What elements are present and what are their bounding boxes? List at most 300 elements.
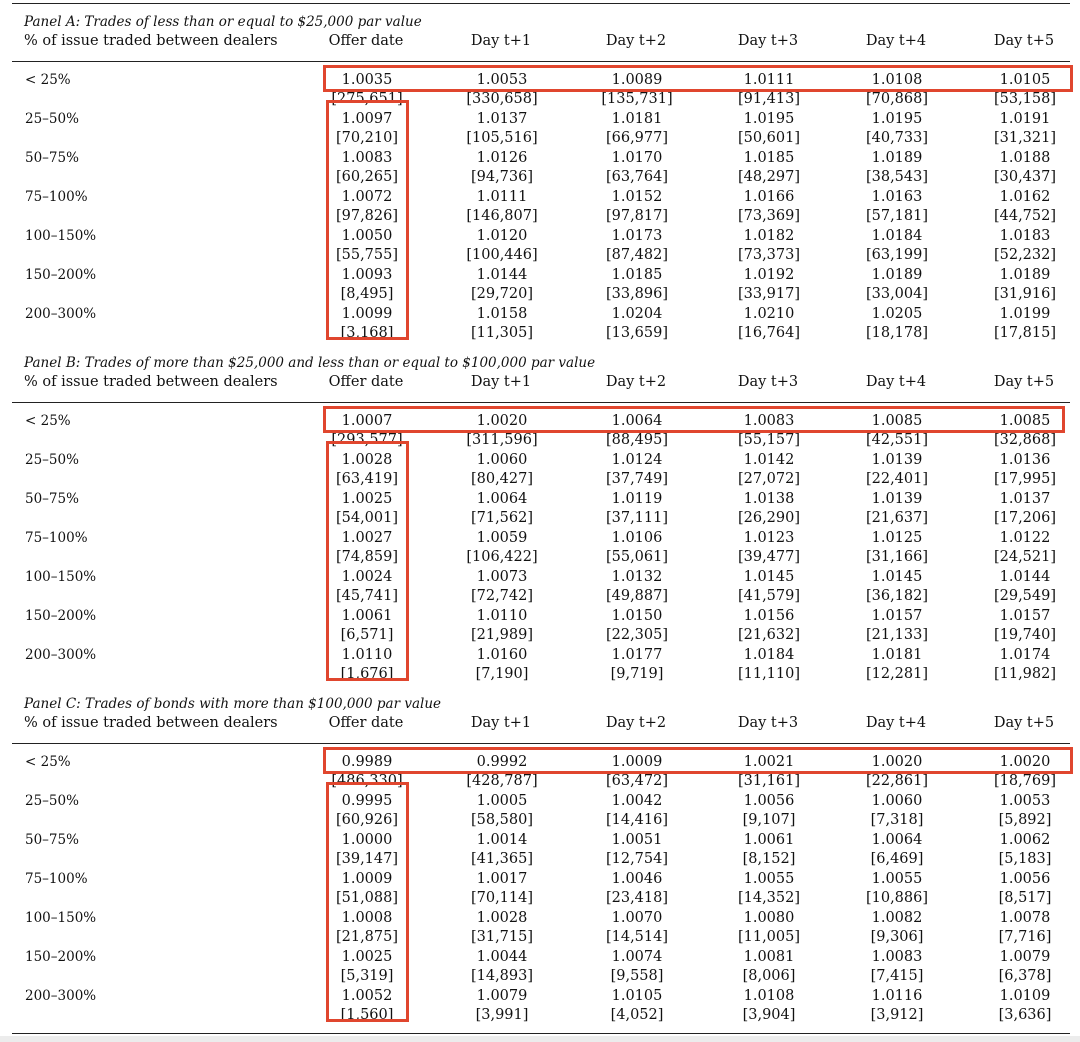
value-cell: 1.0162 xyxy=(999,189,1051,205)
column-header: Day t+1 xyxy=(470,33,532,49)
row-label: 75–100% xyxy=(25,871,88,887)
value-cell: 1.0020 xyxy=(871,754,923,770)
value-cell: 1.0082 xyxy=(871,910,923,926)
value-cell: 1.0126 xyxy=(476,150,528,166)
value-cell: 1.0078 xyxy=(999,910,1051,926)
value-cell: 1.0108 xyxy=(871,72,923,88)
count-cell: [29,720] xyxy=(470,286,534,303)
count-cell: [18,769] xyxy=(993,773,1057,790)
column-header-label: % of issue traded between dealers xyxy=(24,715,278,731)
count-cell: [11,305] xyxy=(470,325,534,342)
value-cell: 1.0204 xyxy=(611,306,663,322)
count-cell: [74,859] xyxy=(335,549,399,566)
value-cell: 1.0184 xyxy=(743,647,795,663)
column-header-label: % of issue traded between dealers xyxy=(24,33,278,49)
value-cell: 1.0170 xyxy=(611,150,663,166)
count-cell: [16,764] xyxy=(737,325,801,342)
value-cell: 1.0014 xyxy=(476,832,528,848)
count-cell: [39,477] xyxy=(737,549,801,566)
count-cell: [70,114] xyxy=(470,890,534,907)
count-cell: [3,904] xyxy=(742,1007,796,1024)
count-cell: [26,290] xyxy=(737,510,801,527)
count-cell: [8,495] xyxy=(340,286,394,303)
value-cell: 1.0181 xyxy=(611,111,663,127)
count-cell: [32,868] xyxy=(993,432,1057,449)
count-cell: [55,755] xyxy=(335,247,399,264)
value-cell: 1.0136 xyxy=(999,452,1051,468)
value-cell: 1.0042 xyxy=(611,793,663,809)
count-cell: [40,733] xyxy=(865,130,929,147)
count-cell: [14,352] xyxy=(737,890,801,907)
column-header: Day t+1 xyxy=(470,374,532,390)
value-cell: 1.0055 xyxy=(743,871,795,887)
value-cell: 1.0111 xyxy=(743,72,795,88)
value-cell: 1.0020 xyxy=(476,413,528,429)
value-cell: 1.0123 xyxy=(743,530,795,546)
value-cell: 1.0055 xyxy=(871,871,923,887)
row-label: 150–200% xyxy=(25,608,97,624)
count-cell: [21,133] xyxy=(865,627,929,644)
count-cell: [21,632] xyxy=(737,627,801,644)
value-cell: 1.0060 xyxy=(476,452,528,468)
count-cell: [106,422] xyxy=(466,549,538,566)
value-cell: 1.0028 xyxy=(341,452,393,468)
count-cell: [17,815] xyxy=(993,325,1057,342)
value-cell: 1.0110 xyxy=(476,608,528,624)
value-cell: 1.0021 xyxy=(743,754,795,770)
value-cell: 1.0144 xyxy=(999,569,1051,585)
value-cell: 1.0051 xyxy=(611,832,663,848)
row-label: < 25% xyxy=(25,72,71,88)
table-top-rule xyxy=(12,3,1070,4)
value-cell: 0.9989 xyxy=(341,754,393,770)
count-cell: [14,514] xyxy=(605,929,669,946)
highlight-offer-date-column-box xyxy=(326,100,409,340)
count-cell: [3,912] xyxy=(870,1007,924,1024)
value-cell: 1.0177 xyxy=(611,647,663,663)
count-cell: [14,416] xyxy=(605,812,669,829)
value-cell: 1.0061 xyxy=(341,608,393,624)
count-cell: [63,472] xyxy=(605,773,669,790)
value-cell: 1.0195 xyxy=(743,111,795,127)
value-cell: 1.0166 xyxy=(743,189,795,205)
row-label: 50–75% xyxy=(25,491,79,507)
column-header: Offer date xyxy=(328,33,404,49)
count-cell: [18,178] xyxy=(865,325,929,342)
count-cell: [66,977] xyxy=(605,130,669,147)
row-label: 200–300% xyxy=(25,306,97,322)
count-cell: [73,369] xyxy=(737,208,801,225)
value-cell: 1.0138 xyxy=(743,491,795,507)
count-cell: [30,437] xyxy=(993,169,1057,186)
count-cell: [91,413] xyxy=(737,91,801,108)
count-cell: [45,741] xyxy=(335,588,399,605)
panel-title: Panel A: Trades of less than or equal to $25,000 par value xyxy=(24,14,422,30)
count-cell: [70,210] xyxy=(335,130,399,147)
value-cell: 1.0083 xyxy=(743,413,795,429)
column-header: Day t+5 xyxy=(993,715,1055,731)
count-cell: [13,659] xyxy=(605,325,669,342)
count-cell: [44,752] xyxy=(993,208,1057,225)
count-cell: [73,373] xyxy=(737,247,801,264)
column-header: Day t+3 xyxy=(737,715,799,731)
panel-header-rule xyxy=(12,61,1070,62)
value-cell: 1.0188 xyxy=(999,150,1051,166)
value-cell: 1.0145 xyxy=(743,569,795,585)
value-cell: 1.0064 xyxy=(476,491,528,507)
column-header: Day t+4 xyxy=(865,33,927,49)
value-cell: 1.0064 xyxy=(871,832,923,848)
value-cell: 1.0079 xyxy=(999,949,1051,965)
value-cell: 1.0137 xyxy=(999,491,1051,507)
value-cell: 1.0025 xyxy=(341,491,393,507)
panel-header-rule xyxy=(12,402,1070,403)
count-cell: [97,826] xyxy=(335,208,399,225)
highlight-offer-date-column-box xyxy=(326,782,409,1022)
count-cell: [37,111] xyxy=(605,510,669,527)
value-cell: 1.0053 xyxy=(476,72,528,88)
value-cell: 1.0059 xyxy=(476,530,528,546)
column-header: Day t+2 xyxy=(605,33,667,49)
count-cell: [22,861] xyxy=(865,773,929,790)
count-cell: [42,551] xyxy=(865,432,929,449)
count-cell: [53,158] xyxy=(993,91,1057,108)
row-label: < 25% xyxy=(25,413,71,429)
count-cell: [4,052] xyxy=(610,1007,664,1024)
value-cell: 1.0060 xyxy=(871,793,923,809)
count-cell: [63,419] xyxy=(335,471,399,488)
count-cell: [24,521] xyxy=(993,549,1057,566)
count-cell: [6,571] xyxy=(340,627,394,644)
row-label: 25–50% xyxy=(25,111,79,127)
value-cell: 1.0028 xyxy=(476,910,528,926)
count-cell: [19,740] xyxy=(993,627,1057,644)
value-cell: 1.0062 xyxy=(999,832,1051,848)
value-cell: 1.0000 xyxy=(341,832,393,848)
count-cell: [1,676] xyxy=(340,666,394,683)
value-cell: 1.0183 xyxy=(999,228,1051,244)
value-cell: 1.0020 xyxy=(999,754,1051,770)
count-cell: [31,916] xyxy=(993,286,1057,303)
value-cell: 1.0150 xyxy=(611,608,663,624)
count-cell: [486,330] xyxy=(331,773,403,790)
count-cell: [51,088] xyxy=(335,890,399,907)
count-cell: [428,787] xyxy=(466,773,538,790)
row-label: 50–75% xyxy=(25,150,79,166)
count-cell: [17,995] xyxy=(993,471,1057,488)
column-header-label: % of issue traded between dealers xyxy=(24,374,278,390)
row-label: < 25% xyxy=(25,754,71,770)
value-cell: 1.0089 xyxy=(611,72,663,88)
value-cell: 1.0085 xyxy=(871,413,923,429)
value-cell: 1.0184 xyxy=(871,228,923,244)
count-cell: [11,110] xyxy=(737,666,801,683)
count-cell: [5,319] xyxy=(340,968,394,985)
count-cell: [49,887] xyxy=(605,588,669,605)
value-cell: 1.0044 xyxy=(476,949,528,965)
value-cell: 1.0173 xyxy=(611,228,663,244)
count-cell: [63,199] xyxy=(865,247,929,264)
value-cell: 1.0099 xyxy=(341,306,393,322)
count-cell: [8,517] xyxy=(998,890,1052,907)
count-cell: [55,061] xyxy=(605,549,669,566)
count-cell: [55,157] xyxy=(737,432,801,449)
count-cell: [3,636] xyxy=(998,1007,1052,1024)
value-cell: 1.0005 xyxy=(476,793,528,809)
count-cell: [60,265] xyxy=(335,169,399,186)
value-cell: 1.0105 xyxy=(999,72,1051,88)
count-cell: [80,427] xyxy=(470,471,534,488)
value-cell: 1.0035 xyxy=(341,72,393,88)
count-cell: [17,206] xyxy=(993,510,1057,527)
value-cell: 1.0056 xyxy=(999,871,1051,887)
value-cell: 1.0085 xyxy=(999,413,1051,429)
value-cell: 1.0119 xyxy=(611,491,663,507)
column-header: Offer date xyxy=(328,715,404,731)
value-cell: 1.0145 xyxy=(871,569,923,585)
count-cell: [36,182] xyxy=(865,588,929,605)
value-cell: 1.0160 xyxy=(476,647,528,663)
count-cell: [41,579] xyxy=(737,588,801,605)
value-cell: 1.0205 xyxy=(871,306,923,322)
count-cell: [11,982] xyxy=(993,666,1057,683)
count-cell: [105,516] xyxy=(466,130,538,147)
count-cell: [14,893] xyxy=(470,968,534,985)
count-cell: [88,495] xyxy=(605,432,669,449)
value-cell: 1.0105 xyxy=(611,988,663,1004)
count-cell: [29,549] xyxy=(993,588,1057,605)
value-cell: 1.0110 xyxy=(341,647,393,663)
count-cell: [33,896] xyxy=(605,286,669,303)
value-cell: 1.0046 xyxy=(611,871,663,887)
value-cell: 1.0008 xyxy=(341,910,393,926)
value-cell: 1.0189 xyxy=(871,267,923,283)
count-cell: [21,637] xyxy=(865,510,929,527)
row-label: 75–100% xyxy=(25,530,88,546)
panel-title: Panel C: Trades of bonds with more than $100,000 par value xyxy=(24,696,442,712)
value-cell: 1.0191 xyxy=(999,111,1051,127)
value-cell: 1.0056 xyxy=(743,793,795,809)
value-cell: 0.9992 xyxy=(476,754,528,770)
count-cell: [31,161] xyxy=(737,773,801,790)
count-cell: [3,168] xyxy=(340,325,394,342)
value-cell: 1.0189 xyxy=(871,150,923,166)
value-cell: 1.0192 xyxy=(743,267,795,283)
row-label: 150–200% xyxy=(25,267,97,283)
value-cell: 1.0139 xyxy=(871,452,923,468)
value-cell: 1.0116 xyxy=(871,988,923,1004)
count-cell: [9,558] xyxy=(610,968,664,985)
bottom-scroll-strip[interactable] xyxy=(0,1036,1080,1042)
count-cell: [54,001] xyxy=(335,510,399,527)
count-cell: [58,580] xyxy=(470,812,534,829)
count-cell: [100,446] xyxy=(466,247,538,264)
value-cell: 1.0137 xyxy=(476,111,528,127)
count-cell: [9,306] xyxy=(870,929,924,946)
count-cell: [41,365] xyxy=(470,851,534,868)
count-cell: [293,577] xyxy=(331,432,403,449)
count-cell: [135,731] xyxy=(601,91,673,108)
count-cell: [31,321] xyxy=(993,130,1057,147)
column-header: Offer date xyxy=(328,374,404,390)
count-cell: [8,006] xyxy=(742,968,796,985)
value-cell: 1.0195 xyxy=(871,111,923,127)
value-cell: 1.0106 xyxy=(611,530,663,546)
count-cell: [33,004] xyxy=(865,286,929,303)
highlight-first-row-box xyxy=(323,406,1065,433)
value-cell: 1.0024 xyxy=(341,569,393,585)
value-cell: 1.0142 xyxy=(743,452,795,468)
value-cell: 1.0111 xyxy=(476,189,528,205)
count-cell: [330,658] xyxy=(466,91,538,108)
count-cell: [9,107] xyxy=(742,812,796,829)
count-cell: [37,749] xyxy=(605,471,669,488)
row-label: 150–200% xyxy=(25,949,97,965)
value-cell: 1.0157 xyxy=(999,608,1051,624)
count-cell: [6,469] xyxy=(870,851,924,868)
value-cell: 1.0070 xyxy=(611,910,663,926)
value-cell: 1.0185 xyxy=(611,267,663,283)
column-header: Day t+1 xyxy=(470,715,532,731)
value-cell: 1.0108 xyxy=(743,988,795,1004)
count-cell: [9,719] xyxy=(610,666,664,683)
value-cell: 1.0132 xyxy=(611,569,663,585)
row-label: 25–50% xyxy=(25,793,79,809)
value-cell: 1.0185 xyxy=(743,150,795,166)
value-cell: 1.0025 xyxy=(341,949,393,965)
column-header: Day t+4 xyxy=(865,374,927,390)
value-cell: 1.0083 xyxy=(341,150,393,166)
panel-header-rule xyxy=(12,743,1070,744)
column-header: Day t+3 xyxy=(737,33,799,49)
count-cell: [7,716] xyxy=(998,929,1052,946)
count-cell: [97,817] xyxy=(605,208,669,225)
count-cell: [21,875] xyxy=(335,929,399,946)
value-cell: 1.0017 xyxy=(476,871,528,887)
count-cell: [275,651] xyxy=(331,91,403,108)
value-cell: 1.0072 xyxy=(341,189,393,205)
row-label: 100–150% xyxy=(25,569,97,585)
highlight-first-row-box xyxy=(323,747,1073,774)
value-cell: 1.0052 xyxy=(341,988,393,1004)
column-header: Day t+2 xyxy=(605,715,667,731)
count-cell: [60,926] xyxy=(335,812,399,829)
count-cell: [7,415] xyxy=(870,968,924,985)
value-cell: 1.0053 xyxy=(999,793,1051,809)
value-cell: 1.0027 xyxy=(341,530,393,546)
value-cell: 1.0139 xyxy=(871,491,923,507)
count-cell: [22,401] xyxy=(865,471,929,488)
count-cell: [72,742] xyxy=(470,588,534,605)
highlight-first-row-box xyxy=(323,65,1073,92)
count-cell: [12,281] xyxy=(865,666,929,683)
value-cell: 1.0073 xyxy=(476,569,528,585)
value-cell: 1.0120 xyxy=(476,228,528,244)
count-cell: [5,892] xyxy=(998,812,1052,829)
count-cell: [146,807] xyxy=(466,208,538,225)
value-cell: 1.0156 xyxy=(743,608,795,624)
value-cell: 1.0174 xyxy=(999,647,1051,663)
value-cell: 1.0122 xyxy=(999,530,1051,546)
count-cell: [57,181] xyxy=(865,208,929,225)
row-label: 100–150% xyxy=(25,228,97,244)
value-cell: 1.0074 xyxy=(611,949,663,965)
column-header: Day t+2 xyxy=(605,374,667,390)
column-header: Day t+5 xyxy=(993,374,1055,390)
value-cell: 1.0199 xyxy=(999,306,1051,322)
count-cell: [70,868] xyxy=(865,91,929,108)
value-cell: 0.9995 xyxy=(341,793,393,809)
count-cell: [21,989] xyxy=(470,627,534,644)
value-cell: 1.0009 xyxy=(611,754,663,770)
value-cell: 1.0157 xyxy=(871,608,923,624)
value-cell: 1.0083 xyxy=(871,949,923,965)
column-header: Day t+3 xyxy=(737,374,799,390)
count-cell: [1,560] xyxy=(340,1007,394,1024)
row-label: 25–50% xyxy=(25,452,79,468)
highlight-offer-date-column-box xyxy=(326,441,409,681)
value-cell: 1.0124 xyxy=(611,452,663,468)
value-cell: 1.0007 xyxy=(341,413,393,429)
value-cell: 1.0061 xyxy=(743,832,795,848)
value-cell: 1.0079 xyxy=(476,988,528,1004)
row-label: 75–100% xyxy=(25,189,88,205)
count-cell: [23,418] xyxy=(605,890,669,907)
count-cell: [48,297] xyxy=(737,169,801,186)
count-cell: [87,482] xyxy=(605,247,669,264)
count-cell: [31,715] xyxy=(470,929,534,946)
count-cell: [10,886] xyxy=(865,890,929,907)
value-cell: 1.0210 xyxy=(743,306,795,322)
count-cell: [38,543] xyxy=(865,169,929,186)
count-cell: [6,378] xyxy=(998,968,1052,985)
value-cell: 1.0181 xyxy=(871,647,923,663)
row-label: 50–75% xyxy=(25,832,79,848)
value-cell: 1.0097 xyxy=(341,111,393,127)
count-cell: [27,072] xyxy=(737,471,801,488)
count-cell: [311,596] xyxy=(466,432,538,449)
value-cell: 1.0163 xyxy=(871,189,923,205)
count-cell: [39,147] xyxy=(335,851,399,868)
count-cell: [31,166] xyxy=(865,549,929,566)
value-cell: 1.0125 xyxy=(871,530,923,546)
count-cell: [94,736] xyxy=(470,169,534,186)
count-cell: [50,601] xyxy=(737,130,801,147)
count-cell: [8,152] xyxy=(742,851,796,868)
value-cell: 1.0144 xyxy=(476,267,528,283)
count-cell: [63,764] xyxy=(605,169,669,186)
count-cell: [12,754] xyxy=(605,851,669,868)
value-cell: 1.0064 xyxy=(611,413,663,429)
count-cell: [33,917] xyxy=(737,286,801,303)
count-cell: [7,318] xyxy=(870,812,924,829)
row-label: 100–150% xyxy=(25,910,97,926)
value-cell: 1.0050 xyxy=(341,228,393,244)
value-cell: 1.0182 xyxy=(743,228,795,244)
column-header: Day t+5 xyxy=(993,33,1055,49)
column-header: Day t+4 xyxy=(865,715,927,731)
value-cell: 1.0152 xyxy=(611,189,663,205)
row-label: 200–300% xyxy=(25,988,97,1004)
value-cell: 1.0093 xyxy=(341,267,393,283)
value-cell: 1.0081 xyxy=(743,949,795,965)
count-cell: [3,991] xyxy=(475,1007,529,1024)
count-cell: [7,190] xyxy=(475,666,529,683)
value-cell: 1.0158 xyxy=(476,306,528,322)
row-label: 200–300% xyxy=(25,647,97,663)
value-cell: 1.0009 xyxy=(341,871,393,887)
count-cell: [22,305] xyxy=(605,627,669,644)
